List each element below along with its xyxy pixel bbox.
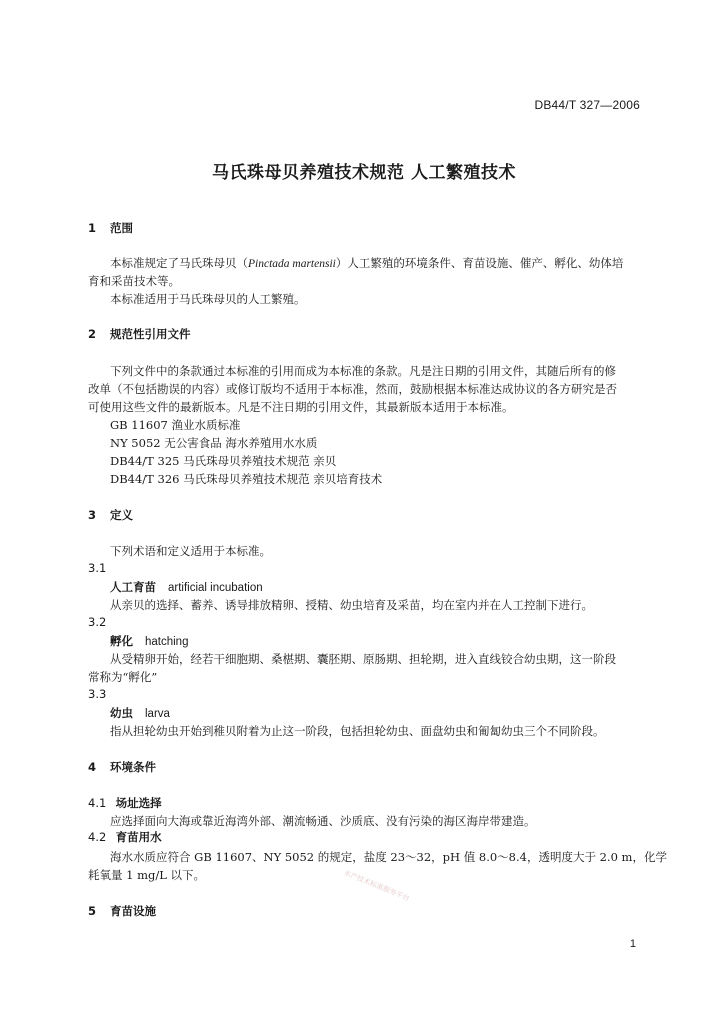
- section-5-heading: 5 育苗设施: [88, 904, 157, 918]
- term-3-1-definition: 从亲贝的选择、蓄养、诱导排放精卵、授精、幼虫培育及采苗，均在室内并在人工控制下进行。: [110, 598, 593, 612]
- term-3-3-definition: 指从担轮幼虫开始到稚贝附着为止这一阶段，包括担轮幼虫、面盘幼虫和匍匐幼虫三个不同阶段。: [110, 724, 605, 738]
- section-2-paragraph-line-3: 可使用这些文件的最新版本。凡是不注日期的引用文件，其最新版本适用于本标准。: [88, 400, 514, 414]
- term-3-1-number: 3.1: [88, 561, 107, 575]
- section-2-heading: 2 规范性引用文件: [88, 327, 191, 341]
- document-number: DB44/T 327—2006: [534, 98, 640, 112]
- reference-item: NY 5052 无公害食品 海水养殖用水水质: [110, 436, 318, 450]
- section-1-paragraph-1: 本标准规定了马氏珠母贝（Pinctada martensii）人工繁殖的环境条件、育苗设施、催产、孵化、幼体培: [110, 256, 624, 270]
- section-3-intro: 下列术语和定义适用于本标准。: [110, 544, 271, 558]
- term-3-2-definition: 从受精卵开始，经若干细胞期、桑椹期、囊胚期、原肠期、担轮期，进入直线铰合幼虫期，这一阶段: [110, 652, 616, 666]
- term-3-2-definition-cont: 常称为“孵化”: [88, 670, 158, 684]
- subsection-4-2-heading: 4.2 育苗用水: [88, 830, 162, 844]
- reference-item: GB 11607 渔业水质标准: [110, 418, 241, 432]
- subsection-4-1-text: 应选择面向大海或靠近海湾外部、潮流畅通、沙质底、没有污染的海区海岸带建造。: [110, 814, 536, 828]
- watermark: 水产技术标准服务平台: [342, 868, 411, 903]
- subsection-4-2-text: 海水水质应符合 GB 11607、NY 5052 的规定，盐度 23～32，pH 值 8.0～8.4，透明度大于 2.0 m，化学: [110, 850, 667, 864]
- term-3-2: 孵化 hatching: [110, 634, 189, 648]
- subsection-4-2-text-cont: 耗氧量 1 mg/L 以下。: [88, 868, 206, 882]
- page-number: 1: [629, 938, 636, 950]
- term-3-3: 幼虫 larva: [110, 706, 170, 720]
- section-4-heading: 4 环境条件: [88, 760, 157, 774]
- section-1-heading: [88, 220, 133, 236]
- term-3-3-number: 3.3: [88, 687, 107, 701]
- reference-item: DB44/T 325 马氏珠母贝养殖技术规范 亲贝: [110, 454, 337, 468]
- section-1-paragraph-1-cont: 育和采苗技术等。: [88, 274, 180, 288]
- section-number: 1: [88, 221, 97, 235]
- document-title: 马氏珠母贝养殖技术规范 人工繁殖技术: [212, 163, 516, 183]
- latin-species-name: Pinctada martensii: [248, 258, 336, 270]
- section-title: 范围: [110, 221, 134, 235]
- subsection-4-1-heading: 4.1 场址选择: [88, 796, 162, 810]
- section-3-heading: 3 定义: [88, 508, 134, 522]
- section-2-paragraph-line-1: 下列文件中的条款通过本标准的引用而成为本标准的条款。凡是注日期的引用文件，其随后所有的修: [110, 364, 616, 378]
- reference-item: DB44/T 326 马氏珠母贝养殖技术规范 亲贝培育技术: [110, 472, 383, 486]
- term-3-2-number: 3.2: [88, 615, 107, 629]
- section-2-paragraph-line-2: 改单（不包括勘误的内容）或修订版均不适用于本标准，然而，鼓励根据本标准达成协议的各方研究是否: [88, 382, 617, 396]
- term-3-1: 人工育苗 artificial incubation: [110, 580, 263, 594]
- section-1-paragraph-2: 本标准适用于马氏珠母贝的人工繁殖。: [110, 292, 306, 306]
